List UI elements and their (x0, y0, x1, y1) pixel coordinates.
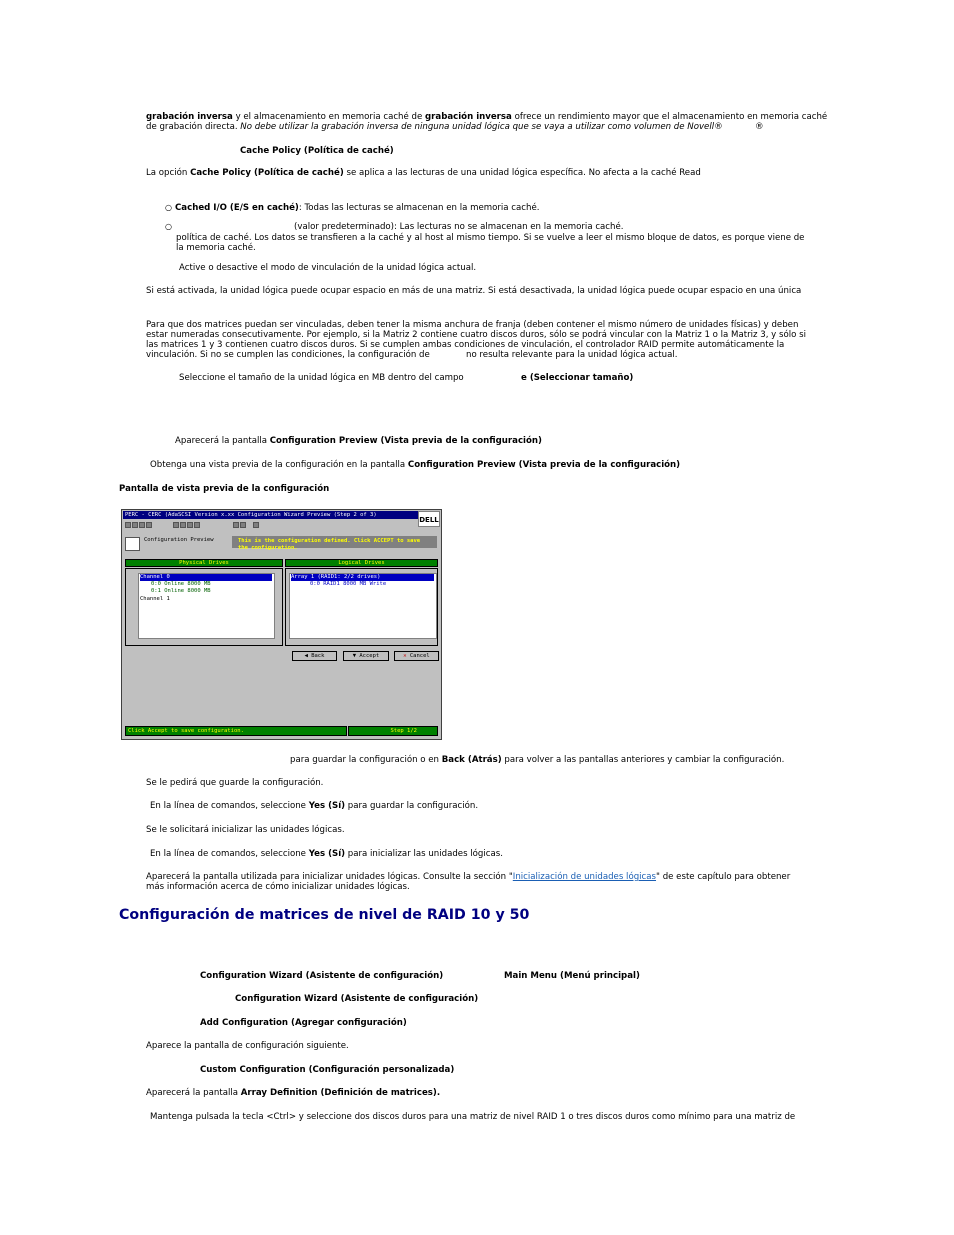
tree-channel-0[interactable]: Channel 0 (140, 574, 272, 581)
bold-term: Configuration Preview (Vista previa de la configuración) (407, 460, 681, 470)
config-preview-icon (125, 537, 140, 551)
toolbar-tool-icon (132, 522, 138, 528)
bold-term: Configuration Preview (Vista previa de la configuración) (269, 436, 542, 446)
paragraph-select-size: Seleccione el tamaño de la unidad lógica en MB dentro del campo (179, 373, 464, 383)
status-bar-right: Step 1/2 (348, 726, 438, 736)
figure-caption: Pantalla de vista previa de la configuración (119, 484, 330, 494)
logical-drives-list[interactable] (289, 573, 437, 639)
step-config-wizard: Configuration Wizard (Asistente de configuración) (200, 971, 444, 981)
physical-drives-list[interactable] (138, 573, 275, 639)
list-item-cached-io (165, 203, 539, 213)
preview-message-line2: the configuration. (238, 545, 298, 551)
paragraph-init-prompt: Se le solicitará inicializar las unidades lógicas. (146, 825, 345, 835)
configuration-preview-screenshot (121, 509, 442, 740)
tree-logical-drive-0[interactable]: 0:0 RAID1 8000 MB Write (310, 581, 387, 587)
list-item-direct-io (165, 222, 175, 232)
toolbar-tool-icon (125, 522, 131, 528)
step-main-menu: Main Menu (Menú principal) (504, 971, 640, 981)
accept-button-label: Accept (359, 653, 380, 659)
text-run: ofrece un rendimiento mayor que el almacenamiento en memoria caché (511, 112, 828, 122)
text-run: Obtenga una vista previa de la configuración en la pantalla (150, 460, 408, 470)
dell-logo: DELL (418, 511, 440, 527)
link-initializing-logical-drives[interactable]: Inicialización de unidades lógicas (512, 872, 657, 882)
paragraph-span-line4a: vinculación. Si no se cumplen las condiciones, la configuración de (146, 350, 430, 360)
section-heading-raid-10-50: Configuración de matrices de nivel de RAID 10 y 50 (119, 907, 530, 923)
italic-note: No debe utilizar la grabación inversa de ninguna unidad lógica que se vaya a utilizar como volumen de Novell® (240, 122, 723, 132)
toolbar-tool-icon (240, 522, 246, 528)
paragraph-accept-or-back (290, 755, 784, 765)
text-run: Aparecerá la pantalla (146, 1088, 241, 1098)
paragraph-init-screen-line2: más información acerca de cómo inicializar unidades lógicas. (146, 882, 410, 892)
back-button-label: Back (311, 653, 325, 659)
bullet-icon: ○ (165, 222, 172, 231)
toolbar-tool-icon (139, 522, 145, 528)
logical-drives-panel (285, 568, 438, 646)
bold-term: Cached I/O (E/S en caché) (175, 203, 299, 213)
cache-policy-heading: Cache Policy (Política de caché) (240, 146, 394, 156)
cancel-button[interactable] (394, 651, 439, 661)
text-run: Aparecerá la pantalla utilizada para inicializar unidades lógicas. Consulte la sección " (146, 872, 513, 882)
list-item-direct-io-text: (valor predeterminado): Las lecturas no se almacenan en la memoria caché. (294, 222, 624, 232)
accept-button[interactable]: ▼ Accept (343, 651, 389, 661)
text-run: En la línea de comandos, seleccione (150, 801, 309, 811)
paragraph-span-line1: Para que dos matrices puedan ser vinculadas, deben tener la misma anchura de franja (deben contener el mismo número de unidades físicas) y deben (146, 320, 799, 330)
physical-drives-panel (125, 568, 283, 646)
text-run: para volver a las pantallas anteriores y cambiar la configuración. (501, 755, 785, 765)
paragraph-span-enabled: Si está activada, la unidad lógica puede ocupar espacio en más de una matriz. Si está desactivada, la unidad lógica puede ocupar espacio en una única (146, 286, 802, 296)
toolbar-tool-icon (253, 522, 259, 528)
bold-term: Yes (Sí) (308, 801, 346, 811)
paragraph-span-mode: Active o desactive el modo de vinculación de la unidad lógica actual. (179, 263, 477, 273)
paragraph-cache-policy (146, 168, 701, 178)
back-button[interactable]: ◀ Back (292, 651, 337, 661)
text-run: : Todas las lecturas se almacenan en la memoria caché. (298, 203, 540, 213)
tree-drive-0-0[interactable]: 0:0 Online 8000 MB (151, 581, 211, 587)
text-run: de grabación directa. (146, 122, 241, 132)
select-size-label: e (Seleccionar tamaño) (521, 373, 634, 383)
toolbar-tool-icon (187, 522, 193, 528)
bold-term: Cache Policy (Política de caché) (190, 168, 344, 178)
toolbar-tool-icon (194, 522, 200, 528)
text-run: " de este capítulo para obtener (656, 872, 791, 882)
paragraph-write-back-line2 (146, 122, 723, 132)
physical-drives-title: Physical Drives (125, 559, 283, 567)
paragraph-span-line2: estar numeradas consecutivamente. Por ejemplo, si la Matriz 2 contiene cuatro discos duros, sólo se podrá vincular con la Matriz 1 o la Matriz 3, y sólo si (146, 330, 806, 340)
text-run: Aparecerá la pantalla (175, 436, 270, 446)
paragraph-span-line3: las matrices 1 y 3 contienen cuatro discos duros. Si se cumplen ambas condiciones de vinculación, el controlador RAID permite automáticamente la (146, 340, 785, 350)
bold-term: Back (Atrás) (441, 755, 502, 765)
paragraph-preview-appears (175, 436, 542, 446)
toolbar-tool-icon (233, 522, 239, 528)
text-run: para inicializar las unidades lógicas. (345, 849, 503, 859)
text-run: La opción (146, 168, 191, 178)
registered-mark: ® (755, 122, 764, 132)
preview-message-line1: This is the configuration defined. Click ACCEPT to save (238, 538, 421, 544)
paragraph-select-yes-save (150, 801, 478, 811)
text-run: y el almacenamiento en memoria caché de (232, 112, 425, 122)
toolbar-tool-icon (180, 522, 186, 528)
bold-term: grabación inversa (146, 112, 233, 122)
bullet-icon: ○ (165, 203, 172, 212)
status-bar-left: Click Accept to save configuration. (125, 726, 347, 736)
tree-channel-1[interactable]: Channel 1 (140, 596, 170, 602)
paragraph-ctrl-select: Mantenga pulsada la tecla <Ctrl> y seleccione dos discos duros para una matriz de nivel RAID 1 o tres discos duros como mínimo para una matriz de (150, 1112, 796, 1122)
text-run: En la línea de comandos, seleccione (150, 849, 309, 859)
bold-term: grabación inversa (425, 112, 512, 122)
step-config-wizard-2: Configuration Wizard (Asistente de configuración) (235, 994, 479, 1004)
text-run: para guardar la configuración o en (290, 755, 442, 765)
bold-term: Array Definition (Definición de matrices). (240, 1088, 441, 1098)
paragraph-preview-config (150, 460, 680, 470)
paragraph-write-back (146, 112, 827, 122)
paragraph-init-screen (146, 872, 790, 882)
paragraph-select-yes-init (150, 849, 503, 859)
list-item-direct-io-line2: política de caché. Los datos se transfieren a la caché y al host al mismo tiempo. Si se vuelve a leer el mismo bloque de datos, es porque viene de (176, 233, 805, 243)
screenshot-toolbar (123, 521, 419, 530)
cancel-x-icon: ✕ (403, 653, 407, 659)
toolbar-tool-icon (146, 522, 152, 528)
tree-array-1[interactable]: Array 1 (RAID1: 2/2 drives) (291, 574, 434, 581)
paragraph-array-definition (146, 1088, 440, 1098)
cancel-button-label: Cancel (409, 653, 430, 659)
screenshot-titlebar (123, 511, 419, 519)
step-add-configuration: Add Configuration (Agregar configuración) (200, 1018, 407, 1028)
paragraph-next-screen: Aparece la pantalla de configuración siguiente. (146, 1041, 349, 1051)
bold-term: Yes (Sí) (308, 849, 346, 859)
logical-drives-title: Logical Drives (285, 559, 438, 567)
panel-label: Configuration Preview (144, 537, 214, 543)
text-run: se aplica a las lecturas de una unidad lógica específica. No afecta a la caché Read (343, 168, 701, 178)
paragraph-span-line4b: no resulta relevante para la unidad lógica actual. (466, 350, 678, 360)
tree-drive-0-1[interactable]: 0:1 Online 8000 MB (151, 588, 211, 594)
text-run: para guardar la configuración. (345, 801, 479, 811)
paragraph-save-prompt: Se le pedirá que guarde la configuración. (146, 778, 324, 788)
screenshot-title: PERC - CERC (AdaSCSI Version x.xx Configuration Wizard Preview (Step 2 of 3) (125, 512, 377, 518)
toolbar-tool-icon (173, 522, 179, 528)
list-item-direct-io-line3: la memoria caché. (176, 243, 256, 253)
step-custom-configuration: Custom Configuration (Configuración personalizada) (200, 1065, 455, 1075)
